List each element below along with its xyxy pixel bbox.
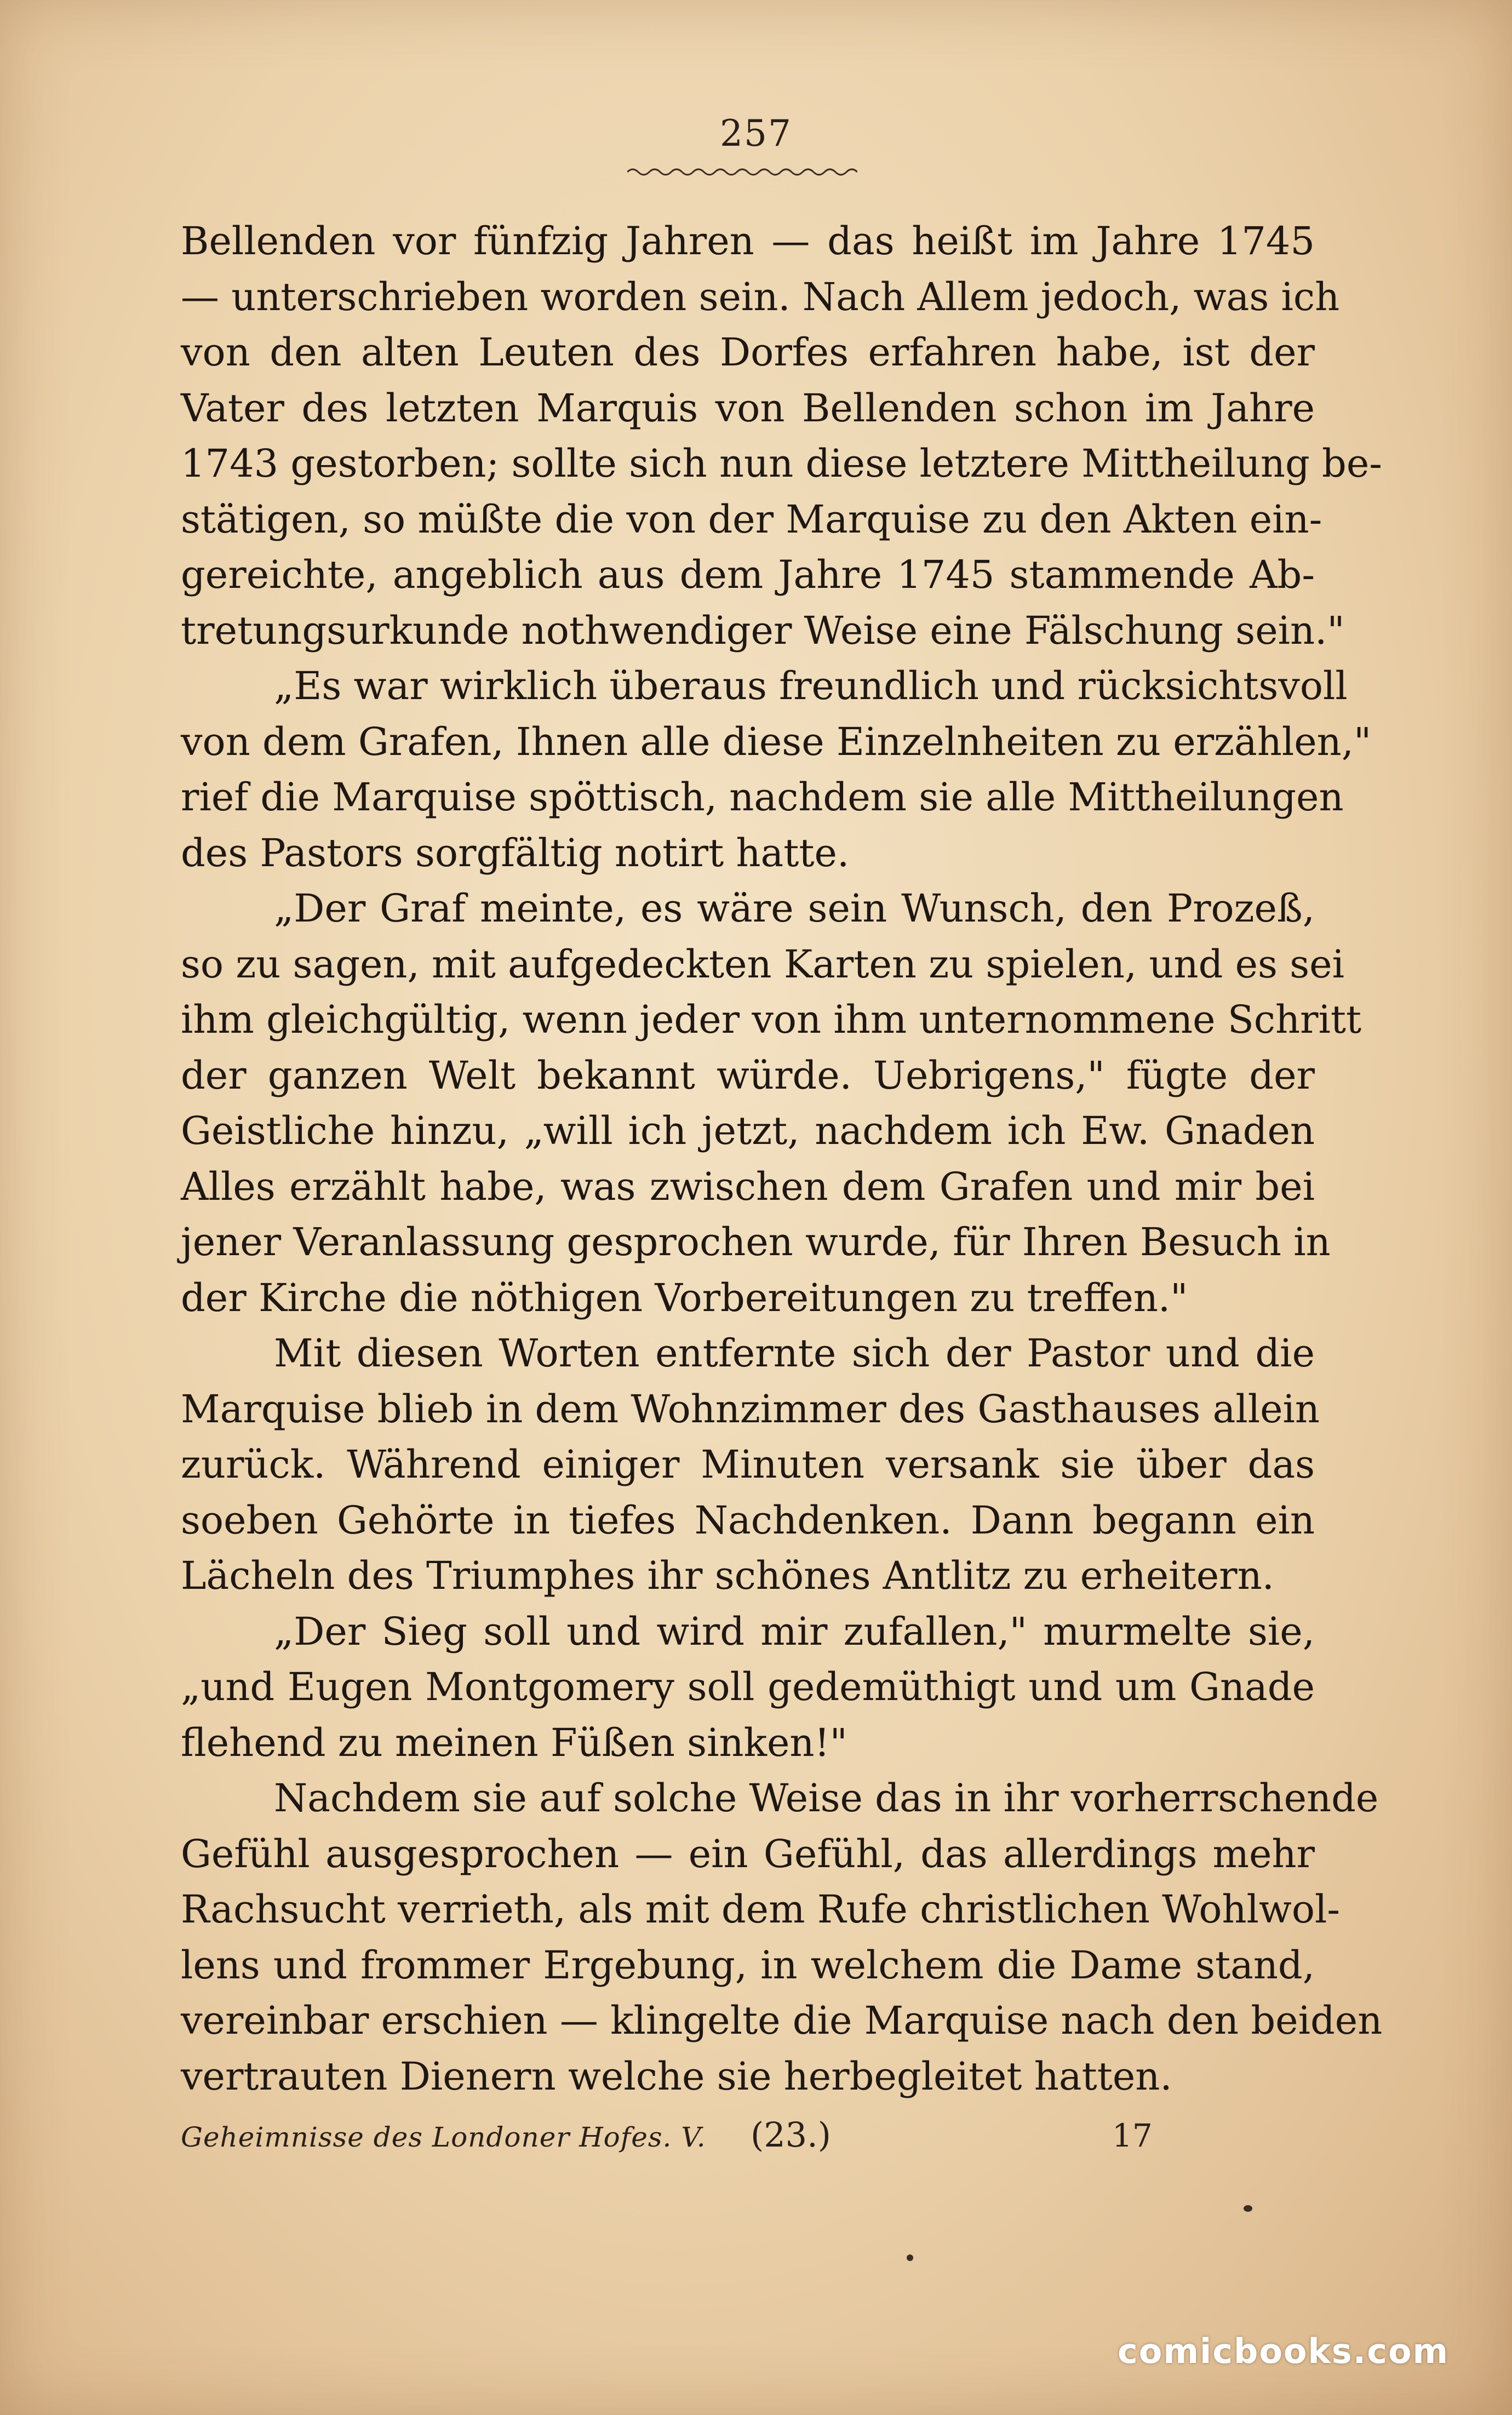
page-footer [181,2115,1315,2164]
text-line: von dem Grafen, Ihnen alle diese Einzelnheiten zu erzählen," [181,719,1372,764]
text-line: „Es war wirklich überaus freundlich und rücksichtsvoll [274,663,1348,708]
text-line: Geistliche hinzu, „will ich jetzt, nachdem ich Ew. Gnaden [181,1108,1315,1153]
text-line: „und Eugen Montgomery soll gedemüthigt und um Gnade [181,1664,1315,1709]
text-line: so zu sagen, mit aufgedeckten Karten zu spielen, und es sei [181,941,1344,987]
text-line: tretungsurkunde nothwendiger Weise eine Fälschung sein." [181,608,1345,653]
text-line: flehend zu meinen Füßen sinken!" [181,1720,847,1765]
text-line: Nachdem sie auf solche Weise das in ihr vorherrschende [274,1776,1379,1821]
text-line: von den alten Leuten des Dorfes erfahren habe, ist der [181,330,1315,375]
text-line: Rachsucht verrieth, als mit dem Rufe christlichen Wohlwol- [181,1887,1341,1932]
text-line: Lächeln des Triumphes ihr schönes Antlitz zu erheitern. [181,1553,1274,1598]
text-line: stätigen, so müßte die von der Marquise zu den Akten ein- [181,496,1322,542]
sheet-number: (23.) [751,2115,831,2155]
text-line: Bellenden vor fünfzig Jahren — das heißt im Jahre 1745 [181,219,1315,264]
text-line: soeben Gehörte in tiefes Nachdenken. Dann begann ein [181,1497,1315,1543]
text-line: des Pastors sorgfältig notirt hatte. [181,830,850,875]
text-line: — unterschrieben worden sein. Nach Allem jedoch, was ich [181,274,1340,319]
text-line: Alles erzählt habe, was zwischen dem Grafen und mir bei [181,1164,1315,1209]
printer-signature: Geheimnisse des Londoner Hofes. V. [181,2121,706,2153]
text-line: Mit diesen Worten entfernte sich der Pastor und die [274,1331,1315,1376]
text-line: gereichte, angeblich aus dem Jahre 1745 stammende Ab- [181,552,1315,597]
text-line: Gefühl ausgesprochen — ein Gefühl, das allerdings mehr [181,1831,1315,1876]
text-line: vertrauten Dienern welche sie herbegleitet hatten. [181,2053,1172,2099]
text-line: der Kirche die nöthigen Vorbereitungen zu treffen." [181,1275,1188,1320]
text-line: jener Veranlassung gesprochen wurde, für Ihren Besuch in [181,1220,1331,1264]
text-line: der ganzen Welt bekannt würde. Uebrigens," fügte der [181,1052,1315,1098]
text-line: 1743 gestorben; sollte sich nun diese letztere Mittheilung be- [181,441,1382,486]
text-line: Marquise blieb in dem Wohnzimmer des Gasthauses allein [181,1386,1320,1432]
ink-speck [1244,2205,1252,2212]
body-text [181,214,1383,2104]
text-line: zurück. Während einiger Minuten versank sie über das [181,1442,1315,1487]
text-line: lens und frommer Ergebung, in welchem die Dame stand, [181,1942,1315,1988]
ornament-divider [627,164,857,178]
text-line: vereinbar erschien — klingelte die Marquise nach den beiden [181,1998,1383,2043]
text-line: Vater des letzten Marquis von Bellenden schon im Jahre [181,385,1315,431]
text-line: rief die Marquise spöttisch, nachdem sie alle Mittheilungen [181,775,1344,820]
text-line: ihm gleichgültig, wenn jeder von ihm unternommene Schritt [181,997,1362,1042]
page-number: 257 [720,112,792,154]
watermark: comicbooks.com [1118,2331,1450,2371]
ink-speck [907,2254,913,2261]
text-line: „Der Graf meinte, es wäre sein Wunsch, den Prozeß, [274,886,1315,931]
text-line: „Der Sieg soll und wird mir zufallen," murmelte sie, [274,1609,1315,1654]
signature-number: 17 [1112,2117,1153,2154]
